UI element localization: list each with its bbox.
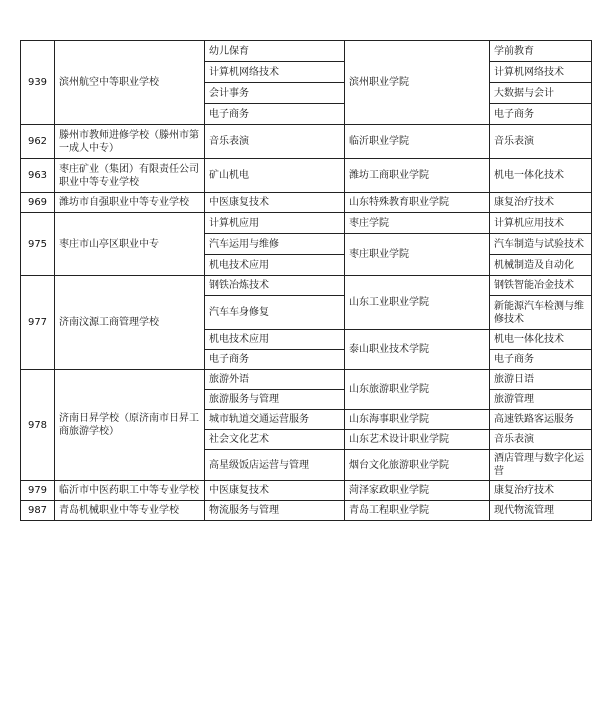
school-code: 979	[21, 481, 55, 501]
school-code: 987	[21, 501, 55, 521]
secondary-major: 物流服务与管理	[205, 501, 345, 521]
table-row	[21, 213, 592, 234]
higher-major: 音乐表演	[490, 430, 592, 450]
higher-major: 康复治疗技术	[490, 193, 592, 213]
higher-major: 音乐表演	[490, 125, 592, 159]
school-code: 962	[21, 125, 55, 159]
higher-major: 电子商务	[490, 350, 592, 370]
higher-major: 计算机应用技术	[490, 213, 592, 234]
enrollment-table	[20, 40, 592, 521]
college-name: 青岛工程职业学院	[345, 501, 490, 521]
school-name: 济南汶源工商管理学校	[55, 276, 205, 370]
school-name: 青岛机械职业中等专业学校	[55, 501, 205, 521]
secondary-major: 中医康复技术	[205, 481, 345, 501]
school-code: 963	[21, 159, 55, 193]
college-name: 枣庄职业学院	[345, 234, 490, 276]
higher-major: 电子商务	[490, 104, 592, 125]
table-row	[21, 159, 592, 193]
higher-major: 现代物流管理	[490, 501, 592, 521]
secondary-major: 电子商务	[205, 350, 345, 370]
secondary-major: 电子商务	[205, 104, 345, 125]
college-name: 山东艺术设计职业学院	[345, 430, 490, 450]
secondary-major: 幼儿保育	[205, 41, 345, 62]
secondary-major: 旅游服务与管理	[205, 390, 345, 410]
secondary-major: 矿山机电	[205, 159, 345, 193]
higher-major: 计算机网络技术	[490, 62, 592, 83]
higher-major: 机械制造及自动化	[490, 255, 592, 276]
table-row	[21, 193, 592, 213]
college-name: 山东工业职业学院	[345, 276, 490, 330]
higher-major: 大数据与会计	[490, 83, 592, 104]
secondary-major: 计算机网络技术	[205, 62, 345, 83]
college-name: 枣庄学院	[345, 213, 490, 234]
secondary-major: 会计事务	[205, 83, 345, 104]
school-name: 枣庄市山亭区职业中专	[55, 213, 205, 276]
higher-major: 钢铁智能冶金技术	[490, 276, 592, 296]
higher-major: 新能源汽车检测与维修技术	[490, 296, 592, 330]
college-name: 山东海事职业学院	[345, 410, 490, 430]
college-name: 烟台文化旅游职业学院	[345, 450, 490, 481]
table-row	[21, 41, 592, 62]
secondary-major: 音乐表演	[205, 125, 345, 159]
school-name: 滨州航空中等职业学校	[55, 41, 205, 125]
school-name: 滕州市教师进修学校（滕州市第一成人中专）	[55, 125, 205, 159]
secondary-major: 社会文化艺术	[205, 430, 345, 450]
higher-major: 机电一体化技术	[490, 330, 592, 350]
secondary-major: 汽车车身修复	[205, 296, 345, 330]
school-name: 枣庄矿业（集团）有限责任公司职业中等专业学校	[55, 159, 205, 193]
table-row	[21, 501, 592, 521]
college-name: 滨州职业学院	[345, 41, 490, 125]
higher-major: 机电一体化技术	[490, 159, 592, 193]
secondary-major: 高星级饭店运营与管理	[205, 450, 345, 481]
higher-major: 学前教育	[490, 41, 592, 62]
higher-major: 汽车制造与试验技术	[490, 234, 592, 255]
secondary-major: 机电技术应用	[205, 255, 345, 276]
secondary-major: 城市轨道交通运营服务	[205, 410, 345, 430]
school-code: 975	[21, 213, 55, 276]
higher-major: 旅游日语	[490, 370, 592, 390]
higher-major: 旅游管理	[490, 390, 592, 410]
secondary-major: 机电技术应用	[205, 330, 345, 350]
table-body	[21, 41, 592, 521]
table-row	[21, 276, 592, 296]
table-row	[21, 481, 592, 501]
school-code: 939	[21, 41, 55, 125]
school-code: 977	[21, 276, 55, 370]
school-name: 临沂市中医药职工中等专业学校	[55, 481, 205, 501]
secondary-major: 旅游外语	[205, 370, 345, 390]
school-code: 978	[21, 370, 55, 481]
table-row	[21, 370, 592, 390]
school-code: 969	[21, 193, 55, 213]
college-name: 临沂职业学院	[345, 125, 490, 159]
higher-major: 康复治疗技术	[490, 481, 592, 501]
school-name: 潍坊市自强职业中等专业学校	[55, 193, 205, 213]
college-name: 山东旅游职业学院	[345, 370, 490, 410]
school-name: 济南日昇学校（原济南市日昇工商旅游学校）	[55, 370, 205, 481]
college-name: 潍坊工商职业学院	[345, 159, 490, 193]
secondary-major: 计算机应用	[205, 213, 345, 234]
secondary-major: 中医康复技术	[205, 193, 345, 213]
college-name: 泰山职业技术学院	[345, 330, 490, 370]
secondary-major: 汽车运用与维修	[205, 234, 345, 255]
secondary-major: 钢铁冶炼技术	[205, 276, 345, 296]
higher-major: 高速铁路客运服务	[490, 410, 592, 430]
college-name: 菏泽家政职业学院	[345, 481, 490, 501]
table-row	[21, 125, 592, 159]
college-name: 山东特殊教育职业学院	[345, 193, 490, 213]
higher-major: 酒店管理与数字化运营	[490, 450, 592, 481]
